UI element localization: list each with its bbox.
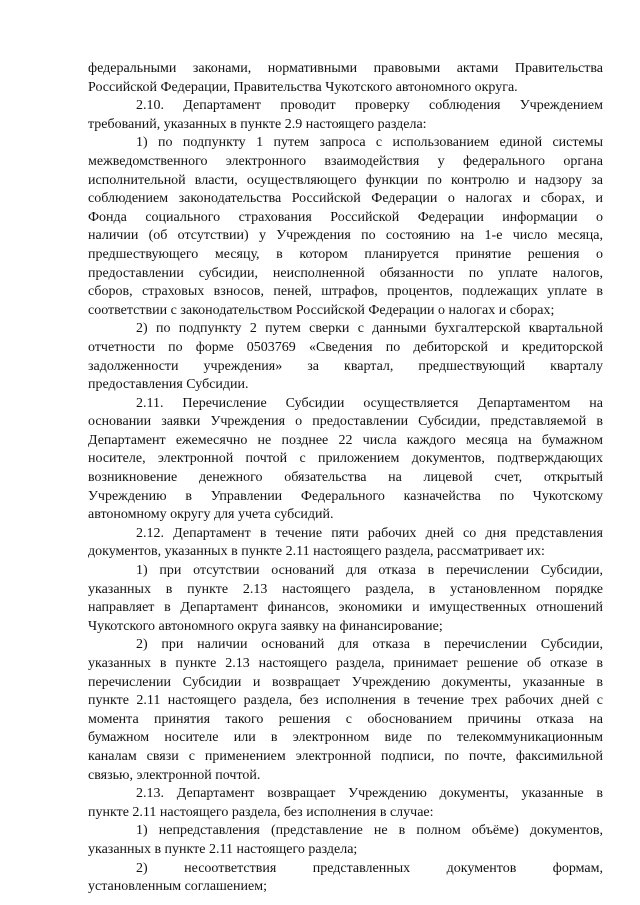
text-line: момента принятия такого решения с обоснованием причины отказа на — [88, 711, 603, 727]
text-line: предоставления Субсидии. — [88, 377, 249, 393]
text-line: 1) непредставления (представление не в полном объёме) документов, — [136, 823, 603, 839]
text-line: Фонда социального страхования Российской Федерации информации о — [88, 209, 603, 225]
text-line: 2) по подпункту 2 путем сверки с данными бухгалтерской квартальной — [136, 321, 603, 337]
text-line: 2.12. Департамент в течение пяти рабочих дней со дня представления — [136, 525, 603, 541]
text-line: межведомственного электронного взаимодействия у федерального органа — [88, 153, 603, 169]
text-line: сборов, страховых взносов, пеней, штрафов, процентов, подлежащих уплате в — [88, 284, 603, 300]
document-page — [88, 60, 603, 897]
text-line: перечислении Субсидии и возвращает Учреждению документы, указанные в — [88, 674, 603, 690]
text-line: возникновение денежного обязательства на лицевой счет, открытый — [88, 470, 603, 486]
text-line: 2.13. Департамент возвращает Учреждению документы, указанные в — [136, 786, 603, 802]
text-line: направляет в Департамент финансов, экономики и имущественных отношений — [88, 600, 603, 616]
text-line: соответствии с законодательством Российской Федерации о налогах и сборах; — [88, 302, 555, 318]
text-line: задолженности учреждения» за квартал, предшествующий кварталу — [88, 358, 603, 374]
text-line: требований, указанных в пункте 2.9 настоящего раздела: — [88, 116, 427, 132]
text-line: Департамент ежемесячно не позднее 22 числа каждого месяца на бумажном — [88, 432, 603, 448]
text-line: пункте 2.11 настоящего раздела, без исполнения в течение трех рабочих дней с — [88, 693, 603, 709]
text-line: указанных в пункте 2.11 настоящего раздела; — [88, 841, 358, 857]
text-line: носителе, электронной почтой с приложением документов, подтверждающих — [88, 451, 603, 467]
text-line: указанных в пункте 2.13 настоящего раздела, принимает решение об отказе в — [88, 656, 603, 671]
text-line: пункте 2.11 настоящего раздела, без исполнения в случае: — [88, 804, 434, 820]
text-line: предшествующего месяцу, в котором планируется принятие решения о — [88, 246, 603, 262]
text-line: 2) при наличии оснований для отказа в перечислении Субсидии, — [136, 637, 603, 653]
text-line: 2) несоответствия представленных документов формам, — [136, 860, 603, 876]
text-line: документов, указанных в пункте 2.11 настоящего раздела, рассматривает их: — [88, 544, 545, 560]
text-line: указанных в пункте 2.13 настоящего раздела, в установленном порядке — [88, 581, 603, 597]
text-line: 2.11. Перечисление Субсидии осуществляется Департаментом на — [136, 395, 603, 411]
text-line: отчетности по форме 0503769 «Сведения по дебиторской и кредиторской — [88, 339, 603, 355]
text-line: Чукотского автономного округа заявку на финансирование; — [88, 618, 443, 634]
text-line: исполнительной власти, осуществляющего функции по контролю и надзору за — [88, 172, 603, 188]
text-line: Российской Федерации, Правительства Чукотского автономного округа. — [88, 79, 518, 95]
text-line: федеральными законами, нормативными правовыми актами Правительства — [88, 61, 603, 76]
text-line: каналам связи с применением электронной подписи, по почте, факсимильной — [88, 748, 603, 764]
text-line: бумажном носителе или в электронном виде по телекоммуникационным — [88, 730, 603, 746]
text-line: предоставлении субсидии, неисполненной обязанности по уплате налогов, — [88, 265, 603, 281]
text-line: автономному округу для учета субсидий. — [88, 507, 334, 523]
text-line: 2.10. Департамент проводит проверку соблюдения Учреждением — [136, 98, 603, 114]
text-line: Учреждению в Управлении Федерального казначейства по Чукотскому — [88, 488, 603, 504]
text-line: основании заявки Учреждения о предоставлении Субсидии, представляемой в — [88, 414, 603, 430]
text-line: связью, электронной почтой. — [88, 767, 261, 783]
text-line: наличии (об отсутствии) у Учреждения по состоянию на 1-е число месяца, — [88, 228, 603, 244]
text-line: соблюдением законодательства Российской Федерации о налогах и сборах, и — [88, 191, 603, 207]
text-line: установленным соглашением; — [88, 879, 267, 895]
text-line: 1) по подпункту 1 путем запроса с использованием единой системы — [136, 135, 603, 151]
text-line: 1) при отсутствии оснований для отказа в перечислении Субсидии, — [136, 563, 603, 579]
